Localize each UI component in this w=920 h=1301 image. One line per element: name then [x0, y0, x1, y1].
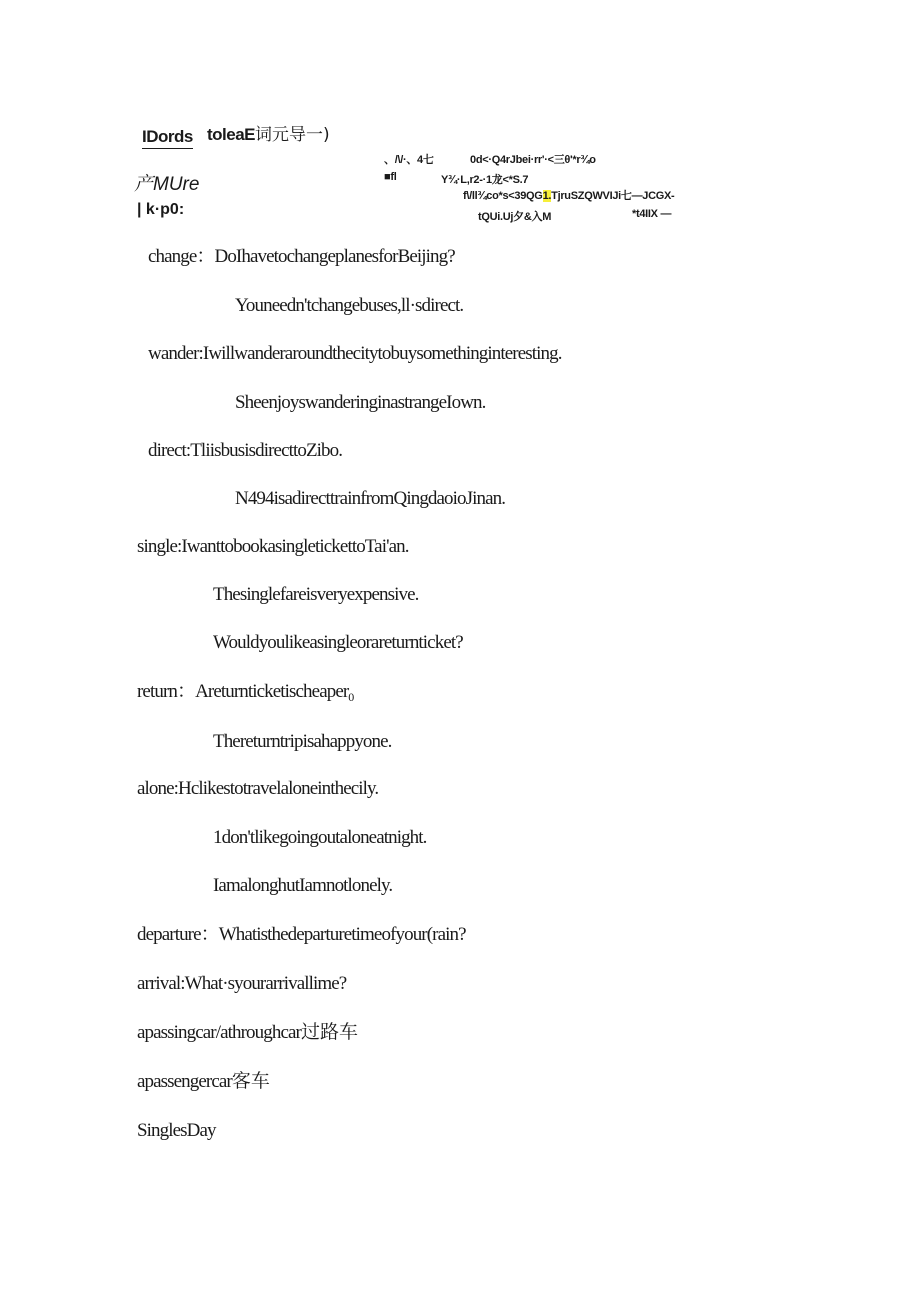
line-departure: departure：Whatisthedeparturetimeofyour(rain?	[137, 924, 466, 945]
ocr-noise-row-3	[463, 187, 674, 203]
line-passenger-car	[137, 1069, 270, 1094]
header-subtitle-latin: toleaE	[207, 125, 256, 144]
line-single: single:IwanttobookasingletickettoTai'an.	[137, 536, 409, 557]
ocr-noise-row-1b: 0d<·Q4rJbei·rr'·<三θ'*r¾o	[470, 154, 596, 166]
header-subtitle	[207, 120, 330, 145]
ocr-noise-row-2a: ■fl	[384, 171, 397, 183]
ocr-noise-row-1a: 、/\/·、4七	[384, 154, 434, 166]
line-return	[137, 680, 353, 709]
line-arrival: arrival:What·syourarrivallime?	[137, 973, 347, 994]
header-title: IDords	[142, 127, 193, 149]
line-passing-car-text: apassingcar/athroughcar	[137, 1022, 301, 1043]
line-wander-example: SheenjoyswanderinginastrangeIown.	[235, 392, 486, 413]
line-change-example: Youneedn'tchangebuses,ll·sdirect.	[235, 295, 464, 316]
ocr-noise-row-3-pre: f\/ll¾co*s<39QG	[463, 190, 543, 202]
line-direct-example: N494isadirecttrainfromQingdaoioJinan.	[235, 488, 506, 509]
ocr-noise-row-4b: *t4IIX —	[632, 208, 672, 220]
line-single-example-2: Wouldyoulikeasingleorareturnticket?	[213, 632, 463, 653]
line-return-example: Thereturntripisahappyone.	[213, 731, 392, 752]
ocr-noise-row-2b: Y¾·L,r2-·1龙<*S.7	[441, 174, 529, 186]
line-return-subscript: 0	[348, 690, 354, 704]
line-singles-day: SinglesDay	[137, 1120, 216, 1141]
line-alone-example-1: 1don'tlikegoingoutaloneatnight.	[213, 827, 427, 848]
header-line-2: 产MUre	[134, 174, 200, 195]
line-alone-example-2: IamalonghutIamnotlonely.	[213, 875, 393, 896]
line-passing-car-cn: 过路车	[300, 1021, 358, 1043]
line-passing-car	[137, 1020, 358, 1045]
line-single-example-1: Thesinglefareisveryexpensive.	[213, 584, 419, 605]
line-wander: wander:Iwillwanderaroundthecitytobuysomethinginteresting.	[148, 343, 562, 364]
header-subtitle-cn: 词元导一)	[255, 125, 330, 145]
ocr-noise-row-3-post: TjruSZQWVIJi七—JCGX-	[551, 190, 675, 202]
header-line-3: | k·p0:	[137, 201, 185, 218]
line-passenger-car-text: apassengercar	[137, 1071, 232, 1092]
highlighted-mark: 1.	[542, 190, 552, 202]
ocr-noise-row-4a: tQUi.Uj夕&入M	[478, 211, 552, 223]
line-change: change：DoIhavetochangeplanesforBeijing?	[148, 246, 455, 267]
line-passenger-car-cn: 客车	[231, 1070, 270, 1092]
line-direct: direct:TliisbusisdirecttoZibo.	[148, 440, 343, 461]
line-return-text: return：Areturnticketischeaper	[137, 681, 349, 702]
line-alone: alone:Hclikestotravelaloneinthecily.	[137, 778, 379, 799]
